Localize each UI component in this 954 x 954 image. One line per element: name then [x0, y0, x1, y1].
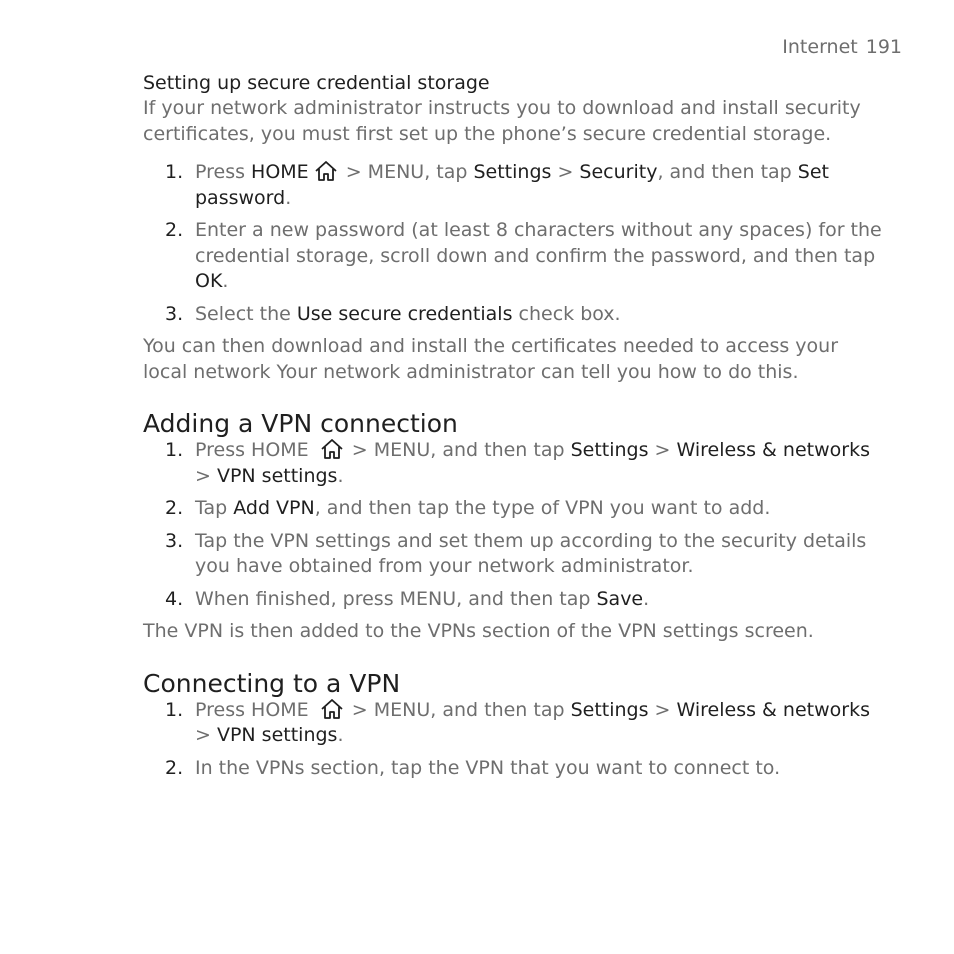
step-text: >	[195, 464, 217, 487]
section-credential-storage-title: Setting up secure credential storage	[143, 72, 490, 94]
step-keyword: Add VPN	[233, 497, 315, 519]
step-keyword: Use secure credentials	[296, 302, 513, 325]
page-header	[782, 36, 902, 58]
step-text: When finished, press MENU, and then tap	[195, 587, 597, 610]
list-item	[143, 756, 888, 782]
step-number: 2.	[165, 497, 184, 519]
step-number: 2.	[165, 756, 184, 779]
step-text: > MENU, and then tap	[345, 439, 571, 461]
list-item	[143, 587, 888, 613]
step-number: 1.	[165, 698, 184, 721]
step-text: Enter a new password (at least 8 characters without any spaces) for the credential storage, scroll down and confirm the password, and then tap	[195, 219, 882, 267]
list-item	[143, 302, 888, 328]
step-text: >	[195, 724, 217, 746]
home-icon	[320, 698, 344, 720]
page-content	[143, 70, 888, 781]
list-item	[143, 160, 888, 211]
step-keyword: HOME	[251, 161, 309, 183]
step-keyword: Security	[579, 161, 658, 183]
step-text: Select the	[195, 302, 297, 325]
section-adding-vpn-title: Adding a VPN connection	[143, 409, 458, 438]
step-number: 1.	[165, 161, 184, 183]
step-text: Tap	[195, 497, 234, 519]
list-item	[143, 529, 888, 580]
step-text: .	[337, 724, 344, 746]
step-text: > MENU, tap	[339, 161, 474, 183]
step-keyword: Wireless & networks	[676, 698, 870, 721]
step-keyword: OK	[195, 270, 223, 292]
home-icon	[314, 160, 338, 182]
list-item	[143, 218, 888, 295]
step-text: >	[551, 161, 580, 183]
step-keyword: Settings	[570, 439, 649, 461]
step-keyword: Save	[596, 587, 644, 610]
step-text: check box.	[512, 302, 621, 325]
section-credential-storage-intro: If your network administrator instructs you to download and install security certificates, you must first set up the phone’s secure credential storage.	[143, 97, 861, 145]
step-text: Press	[195, 161, 252, 183]
list-item	[143, 496, 888, 522]
section-connecting-vpn-title: Connecting to a VPN	[143, 668, 401, 698]
step-keyword: Wireless & networks	[676, 439, 870, 461]
step-text: >	[648, 698, 677, 721]
step-text: .	[222, 270, 229, 292]
header-section: Internet	[782, 36, 858, 58]
connecting-vpn-steps	[143, 698, 888, 782]
step-number: 3.	[165, 529, 184, 552]
section-adding-vpn-outro: The VPN is then added to the VPNs section of the VPN settings screen.	[143, 620, 814, 642]
step-number: 3.	[165, 302, 184, 325]
step-keyword: VPN settings	[216, 464, 338, 487]
step-number: 4.	[165, 587, 184, 610]
adding-vpn-steps	[143, 438, 888, 612]
step-number: 1.	[165, 439, 184, 461]
list-item	[143, 698, 888, 749]
step-text: Press HOME	[195, 698, 315, 721]
step-text: .	[285, 186, 292, 209]
step-text: In the VPNs section, tap the VPN that you want to connect to.	[195, 756, 781, 779]
step-text: Press HOME	[195, 439, 315, 461]
step-text: , and then tap	[657, 161, 798, 183]
step-keyword: Settings	[473, 161, 552, 183]
step-keyword: Settings	[570, 698, 649, 721]
step-keyword: VPN settings	[216, 724, 338, 746]
step-text: >	[648, 439, 677, 461]
list-item	[143, 438, 888, 489]
step-text: .	[337, 464, 344, 487]
step-number: 2.	[165, 219, 184, 241]
page-number: 191	[865, 36, 902, 58]
step-text: > MENU, and then tap	[345, 698, 571, 721]
step-text: , and then tap the type of VPN you want to add.	[314, 497, 771, 519]
credential-steps	[143, 160, 888, 327]
section-credential-storage-outro: You can then download and install the certificates needed to access your local network Your network administrator can tell you how to do this.	[143, 335, 839, 383]
step-keyword: Set password	[195, 161, 829, 209]
step-text: .	[643, 587, 650, 610]
home-icon	[320, 438, 344, 460]
step-text: Tap the VPN settings and set them up according to the security details you have obtained from your network administrator.	[195, 529, 867, 577]
